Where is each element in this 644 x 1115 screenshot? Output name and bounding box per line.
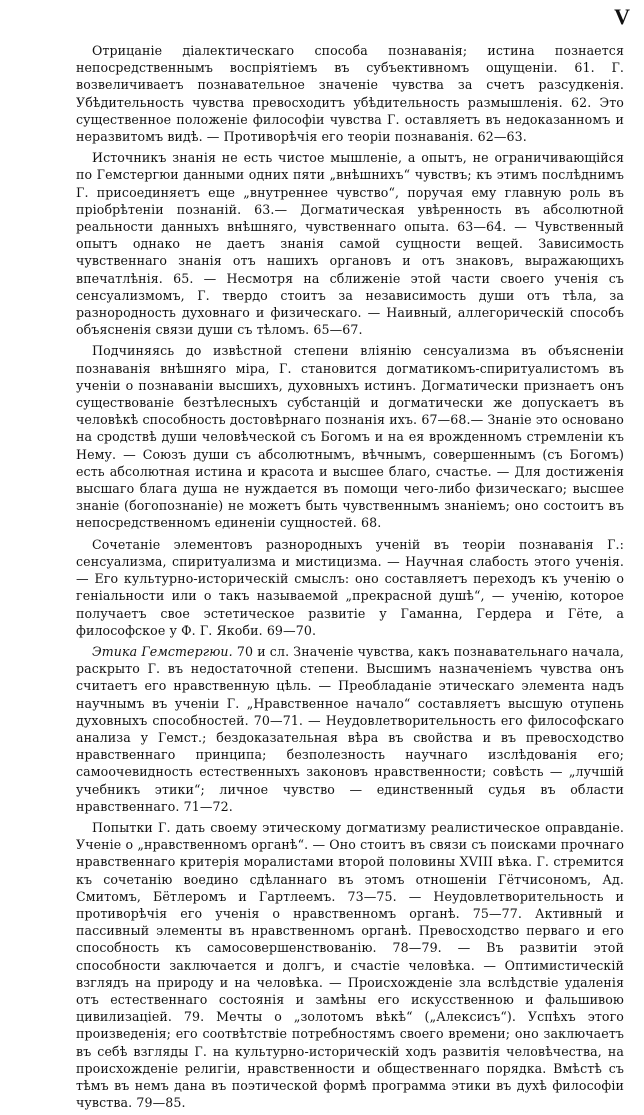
paragraph [76,342,624,531]
paragraph [76,643,624,815]
paragraph [76,42,624,145]
page-number: V [614,4,630,29]
paragraph-text: Попытки Г. дать своему этическому догматизму реалистическое оправданіе. Ученіе о „нравственномъ органѣ“. — Оно стоитъ въ связи съ поисками прочнаго нравственнаго критерія моралистами второй половины XVIII вѣка. Г. стремится къ сочетанію воедино сдѣланнаго въ этомъ отношеніи Гётчисономъ, Ад. Смитомъ, Бётлеромъ и Гартлеемъ. 73—75. — Неудовлетворительность и противорѣчія его ученія о нравственномъ органѣ. 75—77. Активный и пассивный элементы въ нравственномъ органѣ. Превосходство перваго и его способность къ самосовершенствованію. 78—79. — Въ развитіи этой способности заключается и долгъ, и счастіе человѣка. — Оптимистическій взглядъ на природу и на человѣка. — Происхожденіе зла вслѣдствіе удаленія отъ естественнаго состоянія и замѣны его искусственною и фальшивою цивилизаціей. 79. Мечты о „золотомъ вѣкѣ“ („Алексисъ“). Успѣхъ этого произведенія; его соотвѣтствіе потребностямъ своего времени; оно заключаетъ въ себѣ взгляды Г. на культурно-историческій ходъ развитія человѣчества, на происхожденіе религіи, нравственности и общественнаго порядка. Вмѣстѣ съ тѣмъ въ немъ дана въ поэтической формѣ программа этики въ духѣ философіи чувства. 79—85. [76,819,624,1111]
paragraph [76,819,624,1111]
paragraph [76,536,624,639]
paragraph [76,149,624,338]
paragraph-text: Отрицаніе діалектическаго способа познаванія; истина познается непосредственнымъ воспріятіемъ въ субъективномъ ощущеніи. 61. Г. возвеличиваетъ познавательное значеніе чувства за счетъ разсудкенія. Убѣдительность чувства превосходитъ убѣдительность размышленія. 62. Это существенное положеніе философіи чувства Г. оставляетъ въ недоказанномъ и неразвитомъ видѣ. — Противорѣчія его теоріи познаванія. 62—63. [76,43,624,145]
paragraph-text: Сочетаніе элементовъ разнородныхъ ученій въ теоріи познаванія Г.: сенсуализма, спиритуализма и мистицизма. — Научная слабость этого ученія. — Его культурно-историческій смыслъ: оно составляетъ переходъ къ ученію о геніальности или о такъ называемой „прекрасной душѣ“, — ученію, которое получаетъ свое эстетическое развитіе у Гаманна, Гердера и Гёте, а философское у Ф. Г. Якоби. 69—70. [76,536,624,638]
paragraph-text: Подчиняясь до извѣстной степени вліянію сенсуализма въ объясненіи познаванія внѣшняго міра, Г. становится догматикомъ-спиритуалистомъ въ ученіи о познаваніи высшихъ, духовныхъ истинъ. Догматически признаетъ онъ существованіе безтѣлесныхъ субстанцій и догматически же допускаетъ въ человѣкѣ способность достовѣрнаго познанія ихъ. 67—68.— Знаніе это основано на сродствѣ души человѣческой съ Богомъ и на ея врожденномъ стремленіи къ Нему. — Союзъ души съ абсолютнымъ, вѣчнымъ, совершеннымъ (съ Богомъ) есть абсолютная истина и красота и высшее благо, счастье. — Для достиженія высшаго блага душа не нуждается въ помощи чего-либо физическаго; высшее знаніе (богопознаніе) не можетъ быть чувственнымъ знаніемъ; оно состоитъ въ непосредственномъ единеніи сущностей. 68. [76,343,624,531]
paragraph-text: Источникъ знанія не есть чистое мышленіе, а опытъ, не ограничивающійся по Гемстергюи данными одних пяти „внѣшнихъ“ чувствъ; къ этимъ послѣднимъ Г. присоединяетъ еще „внутреннее чувство“, поручая ему главную роль въ пріобрѣтеніи познаній. 63.— Догматическая увѣренность въ абсолютной реальности данныхъ внѣшняго, чувственнаго опыта. 63—64. — Чувственный опытъ однако не даетъ знанія самой сущности вещей. Зависимость чувственнаго знанія отъ нашихъ органовъ и отъ знаковъ, выражающихъ впечатлѣнія. 65. — Несмотря на сближеніе этой части своего ученія съ сенсуализмомъ, Г. твердо стоитъ за независимость души отъ тѣла, за разнородность духовнаго и физическаго. — Наивный, аллегорическій способъ объясненія связи души съ тѣломъ. 65—67. [76,150,624,338]
paragraph-text: 70 и сл. Значеніе чувства, какъ познавательнаго начала, раскрыто Г. въ недостаточной степени. Высшимъ назначеніемъ чувства онъ считаетъ его нравственную цѣль. — Преобладаніе этическаго элемента надъ научнымъ въ ученіи Г. „Нравственное начало“ составляетъ высшую отупень духовныхъ способностей. 70—71. — Неудовлетворительность его философскаго анализа у Гемст.; бездоказательная вѣра въ свойства и въ превосходство нравственнаго принципа; безполезность научнаго изслѣдованія его; самоочевидность естественныхъ законовъ нравственности; совѣсть — „лучшій учебникъ этики“; личное чувство — единственный судья въ области нравственнаго. 71—72. [76,643,624,814]
page-body [76,42,624,1115]
paragraph-lead: Этика Гемстергюи. [92,643,233,659]
